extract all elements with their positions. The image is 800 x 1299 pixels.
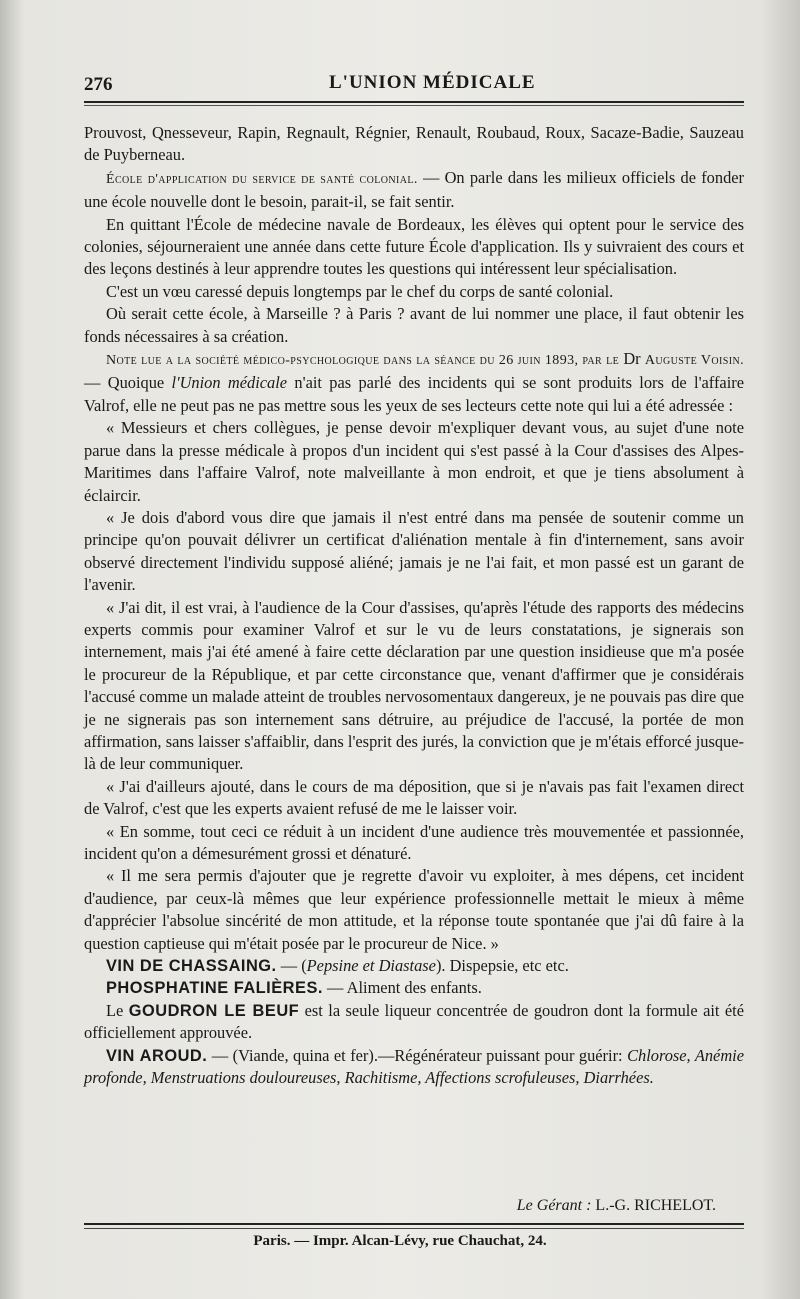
section-heading-note: Note lue a la société médico-psychologique dans la séance du [106,353,495,369]
ad-text: — ( [276,956,307,976]
paragraph-names-list: Prouvost, Qnesseveur, Rapin, Regnault, Régnier, Renault, Roubaud, Roux, Sacaze-Badie, Sauzeau de Puyberneau. [84,123,744,165]
footer-rule-thin [84,1228,744,1229]
ad-note: Chlorose, Anémie profonde, Menstruations douloureuses, Rachitisme, Affections scrofuleuses, Diarrhées. [84,1045,744,1088]
paragraph-bordeaux: En quittant l'École de médecine navale de Bordeaux, les élèves qui optent pour le service des colonies, séjourneraient une année dans cette future École d'application. Ils y suivraient des cours et des leçons destinés à leur apprendre toutes les questions qui intéressent leur spécialisation. [84,214,744,279]
paragraph-ecole-application [84,167,744,214]
ad-text: Le [106,1000,129,1020]
header-rule [84,101,744,103]
journal-name: l'Union médicale [171,373,288,393]
doctor-title: Dr [619,349,645,369]
paragraph-note-voisin [84,348,744,417]
ad-brand: GOUDRON LE BEUF [128,1001,300,1020]
paragraph-text: — On parle dans les milieux officiels de fonder une école nouvelle dont le besoin, parait-il, se fait sentir. [84,167,744,212]
ad-text: — (Viande, quina et fer).—Régénérateur puissant pour guérir: [207,1045,628,1065]
paragraph-messieurs: « Messieurs et chers collègues, je pense devoir m'expliquer devant vous, au sujet d'une note parue dans la presse médicale à propos d'un incident qui s'est passé à la Cour d'assises des Alpes-Maritimes dans l'affaire Valrof, note malveillante à mon endroit, et que je tiens absolument à éclaircir. [84,418,744,505]
ad-brand: VIN AROUD. [106,1046,208,1065]
gerant-name: L.-G. RICHELOT. [591,1197,716,1214]
paragraph-j-ai-ajoute: « J'ai d'ailleurs ajouté, dans le cours de ma déposition, que si je n'avais pas fait l'examen direct de Valrof, c'est que les experts avaient refusé de me le laisser voir. [84,776,744,819]
running-title: L'UNION MÉDICALE [329,72,536,93]
footer-rule [84,1223,744,1225]
gerant-label: Le Gérant : [516,1197,592,1214]
paragraph-j-ai-dit: « J'ai dit, il est vrai, à l'audience de la Cour d'assises, qu'après l'étude des rapports des médecins experts commis pour examiner Valrof et sur le vu de leurs constatations, je signerais son internement, mais j'ai été amené à faire cette déclaration par une question insidieuse que m'a posée le procureur de la République, et par cette circonstance que, venant d'affirmer que je considérais l'accusé comme un malade atteint de troubles nervosomentaux dangereux, je ne pouvais pas dire que je ne signerais pas son internement sans détruire, au préjudice de l'accusé, la portée de mon affirmation, sans laisser s'affaiblir, dans l'esprit des jurés, la conviction que je m'étais efforcé jusque-là de leur communiquer. [84,597,744,774]
ad-text: ). Dispepsie, etc etc. [435,956,569,976]
page-number: 276 [84,74,113,95]
ad-phosphatine [84,977,744,999]
note-date: 26 juin 1893, [494,353,583,369]
ad-text: est la seule liqueur concentrée de goudron dont la formule ait été officiellement approuvée. [84,1000,745,1043]
ad-text: — Aliment des enfants. [322,978,482,998]
paragraph-ou-serait: Où serait cette école, à Marseille ? à Paris ? avant de lui nommer une place, il faut obtenir les fonds nécessaires à sa création. [84,304,744,346]
header-rule-thin [84,105,744,106]
ad-vin-chassaing [84,955,744,977]
page-header [84,66,744,96]
paragraph-en-somme: « En somme, tout ceci ce réduit à un incident d'une audience très mouvementée et passionnée, incident qu'on a démesurément grossi et dénaturé. [84,821,744,863]
article-body [84,122,744,1089]
ad-brand: VIN DE CHASSAING. [106,957,277,976]
section-heading-ecole: École d'application du service de santé colonial. [106,171,418,187]
printer-imprint: Paris. — Impr. Alcan-Lévy, rue Chauchat, 24. [253,1233,547,1249]
paragraph-text: n'ait pas parlé des incidents qui se sont produits lors de l'affaire Valrof, elle ne peut pas ne pas mettre sous les yeux de ses lecteurs cette note qui lui a été adressée : [84,373,744,415]
ad-brand: PHOSPHATINE FALIÈRES. [106,979,323,998]
author-name: Auguste Voisin. [644,353,744,369]
paragraph-text: — Quoique [84,373,172,393]
note-by: par le [582,353,620,369]
ad-vin-aroud [84,1045,744,1090]
ad-goudron [84,1000,744,1045]
paragraph-je-dois: « Je dois d'abord vous dire que jamais il n'est entré dans ma pensée de soutenir comme un principe qu'on pouvait délivrer un certificat d'aliénation mentale à fin d'internement, sans avoir observé directement l'individu supposé aliéné; jamais je ne l'ai fait, et mon passé est un garant de l'avenir. [84,507,744,595]
gerant-signature [517,1197,716,1215]
ad-note: Pepsine et Diastase [306,956,436,976]
paragraph-permis: « Il me sera permis d'ajouter que je regrette d'avoir vu exploiter, à mes dépens, cet incident d'audience, par ceux-là mêmes que leur expérience professionnelle mettait le mieux à même d'apprécier l'absolue sincérité de mon attitude, et la réponse toute spontanée que j'ai dû faire à la question captieuse qui m'était posée par le procureur de Nice. » [84,866,744,953]
paragraph-voeu: C'est un vœu caressé depuis longtemps par le chef du corps de santé colonial. [106,281,614,301]
